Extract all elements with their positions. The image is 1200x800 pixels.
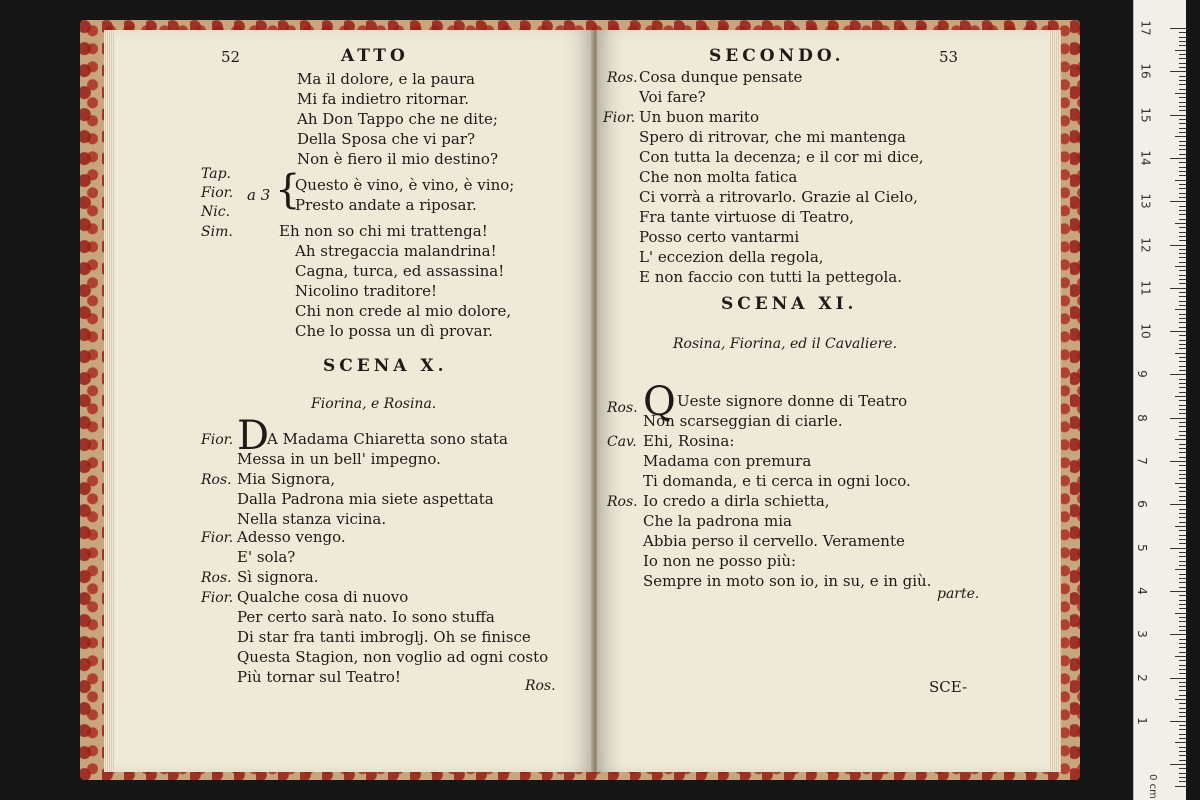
verse-line: Cosa dunque pensate (639, 68, 803, 86)
ruler-tick (1179, 141, 1186, 142)
ruler-tick (1179, 751, 1186, 752)
verse-line: Ueste signore donne di Teatro (677, 392, 908, 410)
ruler-tick (1175, 483, 1186, 484)
ruler-tick (1170, 374, 1186, 375)
ruler-tick (1179, 465, 1186, 466)
verse-line: E non faccio con tutti la pettegola. (639, 268, 902, 286)
stage-direction: parte. (937, 586, 980, 602)
ruler-tick (1170, 158, 1186, 159)
verse-line: Di star fra tanti imbroglj. Oh se finisce (237, 628, 531, 646)
ruler-tick (1179, 734, 1186, 735)
ruler-tick (1179, 63, 1186, 64)
verse-line: Questa Stagion, non voglio ad ogni costo (237, 648, 549, 666)
ruler-tick (1179, 695, 1186, 696)
verse-line: Mi fa indietro ritornar. (297, 90, 470, 108)
ruler-tick (1179, 755, 1186, 756)
ruler-tick (1179, 535, 1186, 536)
ruler-tick (1179, 617, 1186, 618)
ruler-tick (1179, 448, 1186, 449)
ruler-tick (1179, 270, 1186, 271)
ruler-tick (1179, 509, 1186, 510)
ruler-tick (1179, 171, 1186, 172)
ruler-tick (1179, 716, 1186, 717)
ruler-tick (1179, 626, 1186, 627)
verse-line: Spero di ritrovar, che mi mantenga (639, 128, 906, 146)
ruler-tick (1179, 682, 1186, 683)
ruler-number: 16 (1138, 63, 1153, 79)
ruler-tick (1179, 760, 1186, 761)
ruler-tick (1170, 245, 1186, 246)
ruler-tick (1179, 781, 1186, 782)
ruler-tick (1175, 656, 1186, 657)
ruler-tick (1179, 379, 1186, 380)
ruler-tick (1179, 643, 1186, 644)
ruler-tick (1179, 517, 1186, 518)
ruler-tick (1179, 340, 1186, 341)
ruler-tick (1175, 50, 1186, 51)
ruler-tick (1179, 167, 1186, 168)
ruler-tick (1179, 184, 1186, 185)
speaker-label: Fior. (201, 185, 234, 201)
ruler-tick (1179, 543, 1186, 544)
ruler-tick (1179, 344, 1186, 345)
verse-line: Nella stanza vicina. (237, 510, 387, 528)
ruler-tick (1179, 188, 1186, 189)
ruler-tick (1179, 249, 1186, 250)
ruler-tick (1179, 41, 1186, 42)
verse-line: Cagna, turca, ed assassina! (295, 262, 505, 280)
ruler-tick (1170, 418, 1186, 419)
ruler-tick (1170, 634, 1186, 635)
verse-line: Posso certo vantarmi (639, 228, 800, 246)
verse-line: Non è fiero il mio destino? (297, 150, 498, 168)
ruler-tick (1175, 742, 1186, 743)
verse-line: Madama con premura (643, 452, 812, 470)
ruler-tick (1170, 28, 1186, 29)
ruler-tick (1179, 712, 1186, 713)
speaker-label: Fior. (201, 530, 234, 546)
ruler-tick (1175, 613, 1186, 614)
verse-line: Ah Don Tappo che ne dite; (297, 110, 498, 128)
verse-line: Qualche cosa di nuovo (237, 588, 409, 606)
ruler-tick (1179, 621, 1186, 622)
running-header-left: ATTO (341, 46, 409, 66)
ruler-tick (1179, 426, 1186, 427)
ruler-number: 10 (1138, 323, 1153, 339)
right-page (597, 30, 1049, 772)
verse-line: Io credo a dirla schietta, (643, 492, 830, 510)
verse-line: Ci vorrà a ritrovarlo. Grazie al Cielo, (639, 188, 918, 206)
ruler-tick (1179, 366, 1186, 367)
ruler-number: 9 (1134, 370, 1149, 379)
ruler-tick (1179, 595, 1186, 596)
ruler-tick (1179, 392, 1186, 393)
ruler-tick (1179, 647, 1186, 648)
speaker-label: Ros. (607, 400, 638, 416)
verse-line: Ma il dolore, e la paura (297, 70, 475, 88)
ruler-tick (1170, 721, 1186, 722)
ruler-number: 15 (1138, 106, 1153, 123)
ruler-tick (1179, 361, 1186, 362)
verse-line: Per certo sarà nato. Io sono stuffa (237, 608, 495, 626)
ruler-tick (1170, 548, 1186, 549)
ruler-tick (1175, 266, 1186, 267)
ruler-tick (1179, 84, 1186, 85)
ruler-tick (1179, 145, 1186, 146)
ruler-tick (1179, 409, 1186, 410)
ruler-tick (1175, 526, 1186, 527)
speaker-label: Nic. (201, 204, 231, 220)
speaker-label: Tap. (201, 166, 232, 182)
scene-title: SCENA X. (323, 356, 448, 376)
ruler-tick (1179, 513, 1186, 514)
ruler-tick (1179, 383, 1186, 384)
ruler-tick (1179, 387, 1186, 388)
ruler-number: 5 (1134, 543, 1149, 552)
ruler-tick (1179, 149, 1186, 150)
ruler-tick (1179, 279, 1186, 280)
ruler-tick (1179, 80, 1186, 81)
verse-line: Ah stregaccia malandrina! (295, 242, 497, 260)
ruler-number: 2 (1134, 673, 1149, 682)
ruler-tick (1179, 301, 1186, 302)
ruler-tick (1179, 335, 1186, 336)
verse-line: Dalla Padrona mia siete aspettata (237, 490, 494, 508)
ruler-tick (1179, 630, 1186, 631)
ruler-tick (1179, 292, 1186, 293)
ruler-tick (1179, 257, 1186, 258)
catchword: Ros. (525, 678, 556, 694)
ruler-tick (1179, 370, 1186, 371)
ruler-tick (1179, 600, 1186, 601)
ruler-tick (1179, 444, 1186, 445)
ruler-tick (1179, 474, 1186, 475)
ruler-tick (1179, 327, 1186, 328)
ruler-number: 12 (1138, 236, 1153, 253)
ruler-tick (1179, 357, 1186, 358)
ruler-tick (1179, 777, 1186, 778)
ruler-tick (1175, 396, 1186, 397)
ruler-unit: 0 cm (1146, 774, 1158, 799)
verse-line: Ti domanda, e ti cerca in ogni loco. (643, 472, 911, 490)
ruler-tick (1179, 227, 1186, 228)
ruler-tick (1179, 162, 1186, 163)
ruler-tick (1179, 400, 1186, 401)
ruler-tick (1179, 206, 1186, 207)
verse-line: Eh non so chi mi trattenga! (279, 222, 488, 240)
ruler-tick (1179, 665, 1186, 666)
ruler-tick (1175, 353, 1186, 354)
ruler-number: 4 (1134, 587, 1149, 595)
ruler-tick (1179, 738, 1186, 739)
verse-line: Io non ne posso più: (643, 552, 797, 570)
verse-line: Nicolino traditore! (295, 282, 438, 300)
verse-line: Voi fare? (639, 88, 706, 106)
ruler-tick (1179, 431, 1186, 432)
verse-line: A Madama Chiaretta sono stata (267, 430, 508, 448)
drop-cap: Q (643, 379, 676, 425)
ruler-tick (1179, 275, 1186, 276)
verse-line: Mia Signora, (237, 470, 336, 488)
ruler-tick (1179, 314, 1186, 315)
ruler-tick (1179, 587, 1186, 588)
ruler-tick (1179, 89, 1186, 90)
ruler-tick (1170, 461, 1186, 462)
ruler-tick (1179, 253, 1186, 254)
ruler-tick (1179, 318, 1186, 319)
verse-line: Non scarseggian di ciarle. (643, 412, 843, 430)
verse-line: Messa in un bell' impegno. (237, 450, 441, 468)
ruler-tick (1179, 240, 1186, 241)
ruler-number: 11 (1138, 280, 1153, 296)
ruler-tick (1179, 97, 1186, 98)
ruler-tick (1179, 703, 1186, 704)
ruler-tick (1179, 574, 1186, 575)
ruler-tick (1179, 102, 1186, 103)
ruler-tick (1179, 37, 1186, 38)
ruler-tick (1179, 32, 1186, 33)
ruler-number: 13 (1138, 193, 1153, 209)
ruler-tick (1179, 660, 1186, 661)
ruler-tick (1170, 331, 1186, 332)
ruler-tick (1179, 119, 1186, 120)
ruler-tick (1175, 223, 1186, 224)
ruler-tick (1179, 500, 1186, 501)
ruler-tick (1179, 773, 1186, 774)
ruler-tick (1170, 115, 1186, 116)
ruler-tick (1179, 604, 1186, 605)
ruler-number: 17 (1138, 20, 1153, 36)
ruler-tick (1179, 175, 1186, 176)
ruler-tick (1179, 283, 1186, 284)
ruler-tick (1175, 699, 1186, 700)
ruler-tick (1179, 210, 1186, 211)
ruler-tick (1179, 747, 1186, 748)
verse-line: Presto andate a riposar. (295, 196, 477, 214)
ruler-tick (1179, 132, 1186, 133)
verse-line: Chi non crede al mio dolore, (295, 302, 512, 320)
ruler-tick (1179, 452, 1186, 453)
ruler-tick (1179, 470, 1186, 471)
ruler-tick (1179, 578, 1186, 579)
ruler-tick (1179, 219, 1186, 220)
ruler-tick (1179, 405, 1186, 406)
ruler-tick (1179, 496, 1186, 497)
verse-line: Sempre in moto son io, in su, e in giù. (643, 572, 932, 590)
verse-line: Più tornar sul Teatro! (237, 668, 401, 686)
ruler-tick (1179, 552, 1186, 553)
verse-line: Sì signora. (237, 568, 319, 586)
speaker-label: Cav. (607, 434, 637, 450)
ruler-tick (1179, 435, 1186, 436)
scene-cast: Rosina, Fiorina, ed il Cavaliere. (673, 336, 898, 352)
verse-line: Che la padrona mia (643, 512, 792, 530)
ruler-tick (1179, 487, 1186, 488)
speaker-label: Ros. (201, 570, 232, 586)
verse-line: L' eccezion della regola, (639, 248, 824, 266)
ruler-tick (1179, 413, 1186, 414)
scene-cast: Fiorina, e Rosina. (311, 396, 437, 412)
ruler-tick (1170, 71, 1186, 72)
ruler-tick (1179, 123, 1186, 124)
ruler-tick (1179, 478, 1186, 479)
ensemble-count: a 3 (247, 186, 271, 204)
ruler-tick (1179, 54, 1186, 55)
page-number-left: 52 (221, 48, 241, 66)
ruler-tick (1179, 262, 1186, 263)
ruler-number: 3 (1134, 630, 1149, 639)
ruler-tick (1179, 305, 1186, 306)
ruler-tick (1179, 76, 1186, 77)
ruler-tick (1179, 154, 1186, 155)
ruler-tick (1170, 678, 1186, 679)
ruler-tick (1170, 504, 1186, 505)
ruler-tick (1179, 530, 1186, 531)
ruler-tick (1175, 786, 1186, 787)
ruler-tick (1175, 136, 1186, 137)
running-header-right: SECONDO. (709, 46, 845, 66)
ruler-tick (1179, 236, 1186, 237)
ruler-tick (1179, 128, 1186, 129)
ruler-tick (1179, 110, 1186, 111)
ruler-tick (1175, 180, 1186, 181)
verse-line: Con tutta la decenza; e il cor mi dice, (639, 148, 924, 166)
ruler-tick (1179, 491, 1186, 492)
ruler-tick (1175, 439, 1186, 440)
ruler-tick (1179, 193, 1186, 194)
ruler-tick (1179, 768, 1186, 769)
ruler-tick (1179, 608, 1186, 609)
verse-line: Questo è vino, è vino, è vino; (295, 176, 515, 194)
page-edges-right (1047, 30, 1061, 772)
left-page (115, 30, 593, 772)
verse-line: Abbia perso il cervello. Veramente (643, 532, 905, 550)
ruler-tick (1179, 708, 1186, 709)
catchword: SCE- (929, 678, 968, 696)
ruler-tick (1179, 673, 1186, 674)
speaker-label: Sim. (201, 224, 233, 240)
ruler-number: 6 (1134, 500, 1149, 509)
verse-line: Che lo possa un dì provar. (295, 322, 493, 340)
ruler-tick (1179, 296, 1186, 297)
speaker-label: Fior. (201, 432, 234, 448)
ruler-tick (1179, 561, 1186, 562)
page-number-right: 53 (939, 48, 959, 66)
ruler-tick (1170, 764, 1186, 765)
ruler-tick (1170, 288, 1186, 289)
speaker-label: Ros. (607, 494, 638, 510)
ruler-tick (1179, 669, 1186, 670)
scene-title: SCENA XI. (721, 294, 858, 314)
ruler-tick (1170, 591, 1186, 592)
ruler-tick (1179, 232, 1186, 233)
verse-line: Ehi, Rosina: (643, 432, 735, 450)
measuring-ruler (1133, 0, 1186, 800)
ruler-tick (1179, 197, 1186, 198)
ruler-tick (1179, 652, 1186, 653)
ruler-tick (1179, 565, 1186, 566)
ruler-number: 8 (1134, 413, 1149, 422)
ruler-tick (1179, 686, 1186, 687)
drop-cap: D (237, 413, 270, 459)
ruler-tick (1179, 214, 1186, 215)
ruler-number: 1 (1134, 716, 1149, 725)
verse-line: Che non molta fatica (639, 168, 798, 186)
ruler-tick (1179, 522, 1186, 523)
ruler-number: 14 (1138, 150, 1153, 166)
ruler-tick (1179, 322, 1186, 323)
speaker-label: Ros. (201, 472, 232, 488)
verse-line: Fra tante virtuose di Teatro, (639, 208, 854, 226)
speaker-label: Fior. (603, 110, 636, 126)
ruler-tick (1179, 690, 1186, 691)
ruler-tick (1170, 201, 1186, 202)
ruler-tick (1179, 106, 1186, 107)
ruler-tick (1175, 569, 1186, 570)
ruler-tick (1179, 422, 1186, 423)
ruler-tick (1179, 582, 1186, 583)
ruler-number: 7 (1134, 457, 1149, 465)
ruler-tick (1179, 729, 1186, 730)
ruler-tick (1175, 93, 1186, 94)
speaker-label: Fior. (201, 590, 234, 606)
ruler-tick (1179, 58, 1186, 59)
ruler-tick (1179, 539, 1186, 540)
ruler-tick (1179, 639, 1186, 640)
ruler-tick (1179, 556, 1186, 557)
ruler-tick (1179, 67, 1186, 68)
ruler-tick (1179, 348, 1186, 349)
ruler-tick (1179, 45, 1186, 46)
brace-glyph: { (275, 167, 301, 213)
verse-line: Adesso vengo. (237, 528, 346, 546)
ruler-tick (1175, 309, 1186, 310)
verse-line: Della Sposa che vi par? (297, 130, 476, 148)
verse-line: Un buon marito (639, 108, 759, 126)
ruler-tick (1179, 457, 1186, 458)
ruler-tick (1179, 725, 1186, 726)
speaker-label: Ros. (607, 70, 638, 86)
verse-line: E' sola? (237, 548, 296, 566)
